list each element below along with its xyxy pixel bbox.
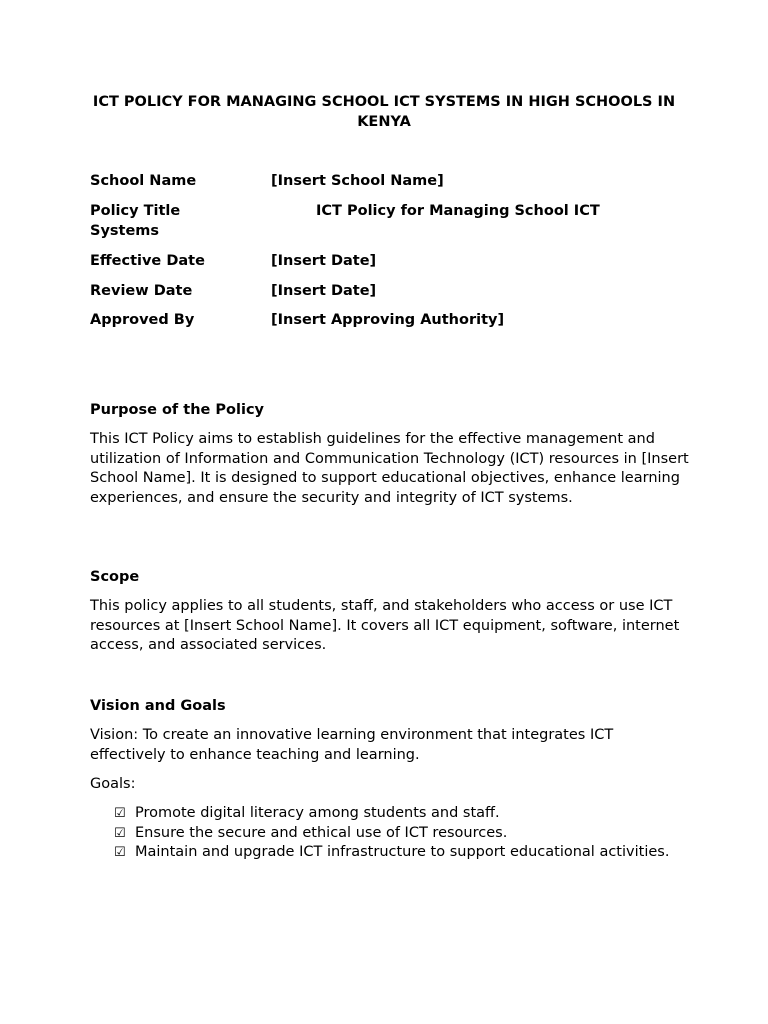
review-date-value: [Insert Date] — [271, 283, 377, 299]
approved-by-value: [Insert Approving Authority] — [271, 312, 505, 328]
effective-date-value: [Insert Date] — [271, 253, 377, 269]
goal-item — [114, 824, 684, 844]
policy-title-value: ICT Policy for Managing School ICT — [316, 203, 600, 219]
goal-text: Promote digital literacy among students and staff. — [135, 805, 500, 821]
checkbox-checked-icon: ☑ — [114, 806, 126, 821]
school-name-value: [Insert School Name] — [271, 173, 444, 189]
school-name-label: School Name — [90, 173, 197, 189]
effective-date-label: Effective Date — [90, 253, 205, 269]
purpose-heading: Purpose of the Policy — [90, 402, 264, 418]
purpose-text: This ICT Policy aims to establish guidelines for the effective management and utilization of Information and Communication Technology (ICT) resources in [Insert School Name]. It is designed to support educational objectives, enhance learning experiences, and ensure the security and integrity of ICT systems. — [90, 431, 689, 506]
vision-heading: Vision and Goals — [90, 698, 226, 714]
goals-list — [114, 804, 684, 863]
goal-item — [114, 804, 684, 824]
policy-title-value-wrap: Systems — [90, 223, 160, 239]
review-date-label: Review Date — [90, 283, 193, 299]
goal-text: Maintain and upgrade ICT infrastructure to support educational activities. — [135, 844, 670, 861]
goals-label: Goals: — [90, 776, 136, 792]
policy-title-label: Policy Title — [90, 203, 181, 219]
approved-by-label: Approved By — [90, 312, 195, 328]
checkbox-checked-icon: ☑ — [114, 845, 126, 861]
document-page — [90, 0, 690, 1024]
document-title: ICT POLICY FOR MANAGING SCHOOL ICT SYSTEMS IN HIGH SCHOOLS IN KENYA — [92, 94, 676, 130]
scope-heading: Scope — [90, 569, 140, 585]
checkbox-checked-icon: ☑ — [114, 825, 126, 841]
vision-text: Vision: To create an innovative learning environment that integrates ICT effectively to enhance teaching and learning. — [90, 727, 614, 763]
goal-text: Ensure the secure and ethical use of ICT resources. — [135, 824, 508, 841]
scope-text: This policy applies to all students, staff, and stakeholders who access or use ICT resources at [Insert School Name]. It covers all ICT equipment, software, internet access, and associated services. — [90, 598, 680, 654]
goal-item — [114, 843, 684, 863]
